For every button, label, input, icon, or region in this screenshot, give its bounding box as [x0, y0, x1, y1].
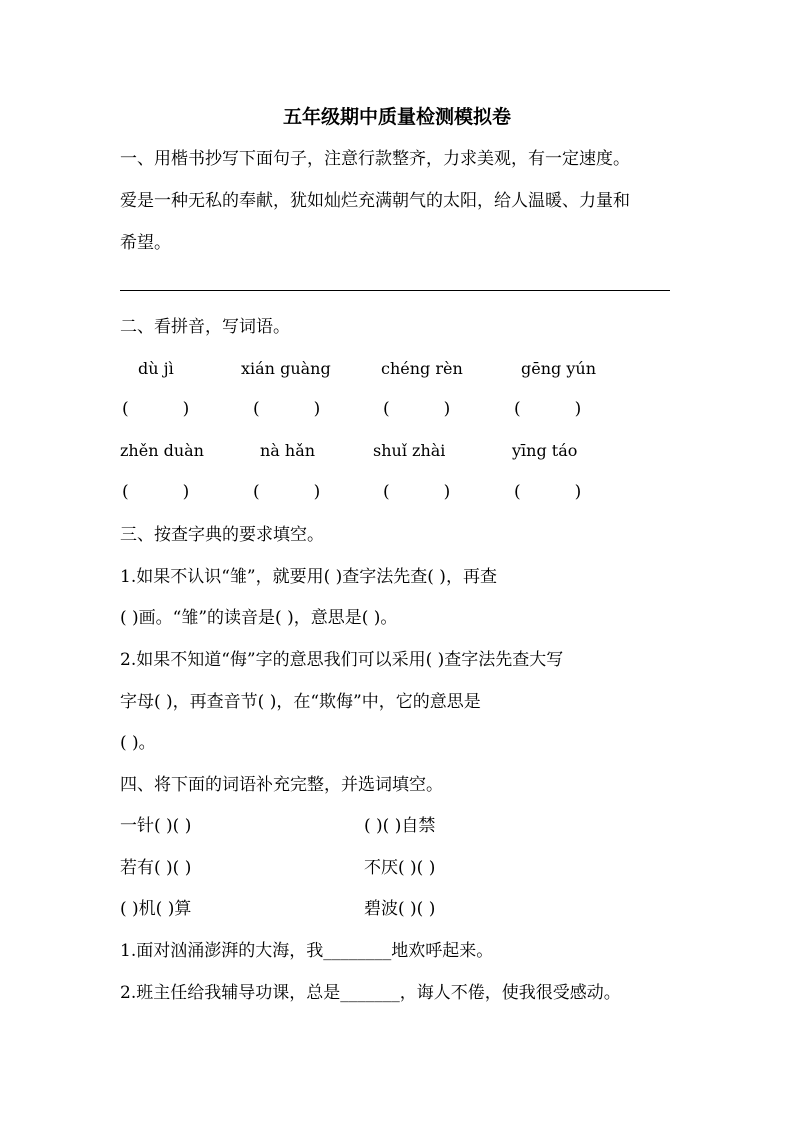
answer-blank[interactable]: ( ) — [383, 482, 451, 502]
section-2-heading: 二、看拼音，写词语。 — [120, 317, 290, 337]
idiom-item: 碧波( )( ) — [364, 899, 436, 919]
pinyin-nahan: nà hǎn — [260, 441, 316, 460]
copy-sentence-line-1: 爱是一种无私的奉献，犹如灿烂充满朝气的太阳，给人温暖、力量和 — [120, 191, 630, 211]
fill-question-1: 1.面对汹涌澎湃的大海，我________地欢呼起来。 — [120, 941, 494, 961]
answer-blank[interactable]: ( ) — [514, 482, 582, 502]
fill-question-2: 2.班主任给我辅导功课，总是_______，诲人不倦，使我很受感动。 — [120, 983, 621, 1003]
question-3-2-line-3: ( )。 — [120, 733, 156, 753]
idiom-item: 不厌( )( ) — [364, 858, 436, 878]
section-1-heading: 一、用楷书抄写下面句子，注意行款整齐，力求美观，有一定速度。 — [120, 149, 630, 169]
idiom-item: 若有( )( ) — [120, 858, 192, 878]
idiom-item: ( )( )自禁 — [364, 816, 436, 836]
writing-line[interactable] — [120, 290, 670, 291]
section-4-heading: 四、将下面的词语补充完整，并选词填空。 — [120, 775, 443, 795]
answer-blank[interactable]: ( ) — [122, 399, 190, 419]
answer-blank[interactable]: ( ) — [122, 482, 190, 502]
idiom-item: 一针( )( ) — [120, 816, 192, 836]
answer-blank[interactable]: ( ) — [253, 482, 321, 502]
question-3-1-line-2: ( )画。“雏”的读音是( )，意思是( )。 — [120, 608, 398, 628]
page-title: 五年级期中质量检测模拟卷 — [282, 106, 511, 128]
question-3-1-line-1: 1.如果不认识“雏”，就要用( )查字法先查( )，再查 — [120, 567, 497, 587]
pinyin-zhenduan: zhěn duàn — [120, 441, 204, 460]
question-3-2-line-1: 2.如果不知道“侮”字的意思我们可以采用( )查字法先查大写 — [120, 650, 564, 670]
pinyin-xianguang: xián guàng — [241, 359, 331, 378]
section-3-heading: 三、按查字典的要求填空。 — [120, 525, 324, 545]
answer-blank[interactable]: ( ) — [253, 399, 321, 419]
answer-blank[interactable]: ( ) — [383, 399, 451, 419]
question-3-2-line-2: 字母( )，再查音节( )，在“欺侮”中，它的意思是 — [120, 692, 481, 712]
pinyin-yingtao: yīng táo — [512, 441, 578, 460]
idiom-item: ( )机( )算 — [120, 899, 192, 919]
pinyin-dvji: dù jì — [138, 359, 174, 378]
pinyin-chengren: chéng rèn — [381, 359, 463, 378]
answer-blank[interactable]: ( ) — [514, 399, 582, 419]
copy-sentence-line-2: 希望。 — [120, 233, 171, 253]
pinyin-gengyun: gēng yún — [521, 359, 596, 378]
pinyin-shuizhai: shuǐ zhài — [373, 441, 446, 460]
